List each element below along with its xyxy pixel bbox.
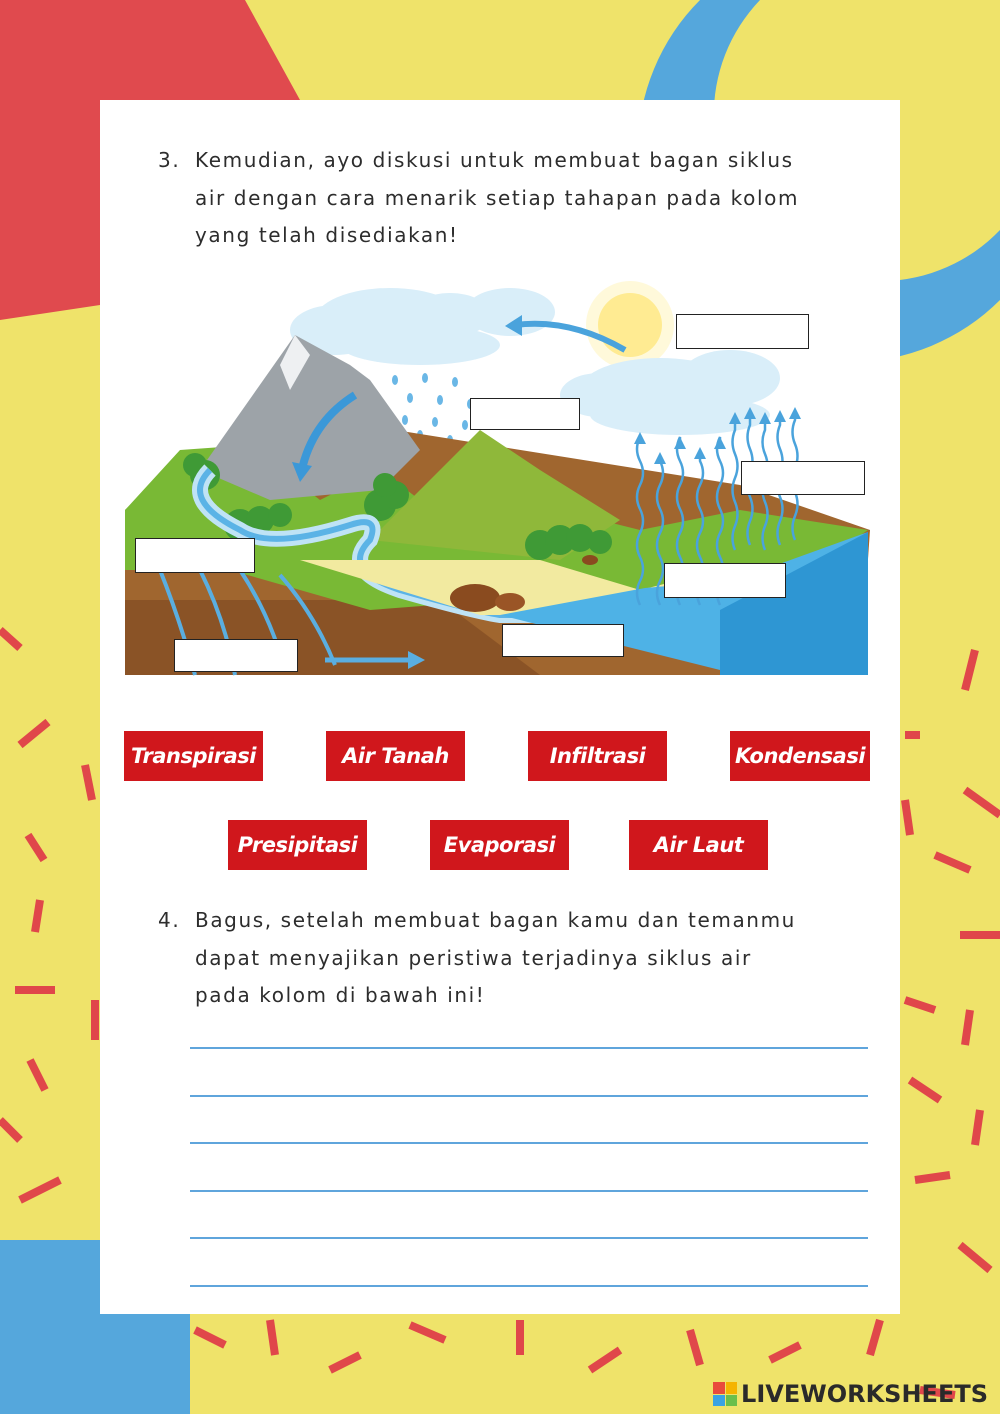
drop-box-transpiration-area[interactable] — [741, 461, 865, 495]
brand-name: LIVEWORKSHEETS — [741, 1380, 988, 1408]
answer-line[interactable] — [190, 1190, 868, 1192]
drop-box-infiltration-area[interactable] — [135, 538, 255, 573]
drop-box-sea-area[interactable] — [502, 624, 624, 657]
answer-line[interactable] — [190, 1047, 868, 1049]
question-3-text: Kemudian, ayo diskusi untuk membuat bagan siklus air dengan cara menarik setiap tahapan pada kolom yang telah disediakan! — [195, 148, 800, 247]
liveworksheets-logo-icon — [713, 1382, 737, 1406]
label-chip-evaporasi[interactable]: Evaporasi — [430, 820, 569, 870]
question-3-number: 3. — [158, 148, 181, 172]
answer-line[interactable] — [190, 1095, 868, 1097]
label-chip-infiltrasi[interactable]: Infiltrasi — [528, 731, 667, 781]
answer-line[interactable] — [190, 1285, 868, 1287]
drop-box-groundwater-area[interactable] — [174, 639, 298, 672]
question-4-text: Bagus, setelah membuat bagan kamu dan temanmu dapat menyajikan peristiwa terjadinya siklus air pada kolom di bawah ini! — [195, 908, 796, 1007]
liveworksheets-brand — [713, 1380, 988, 1408]
drop-box-evaporation-area[interactable] — [664, 563, 786, 598]
label-chip-air-laut[interactable]: Air Laut — [629, 820, 768, 870]
label-chip-air-tanah[interactable]: Air Tanah — [326, 731, 465, 781]
label-chip-presipitasi[interactable]: Presipitasi — [228, 820, 367, 870]
answer-line[interactable] — [190, 1142, 868, 1144]
drop-box-condensation-area[interactable] — [676, 314, 809, 349]
answer-line[interactable] — [190, 1237, 868, 1239]
drop-box-precipitation-area[interactable] — [470, 398, 580, 430]
label-chip-kondensasi[interactable]: Kondensasi — [730, 731, 870, 781]
label-chip-transpirasi[interactable]: Transpirasi — [124, 731, 263, 781]
question-4-number: 4. — [158, 908, 181, 932]
